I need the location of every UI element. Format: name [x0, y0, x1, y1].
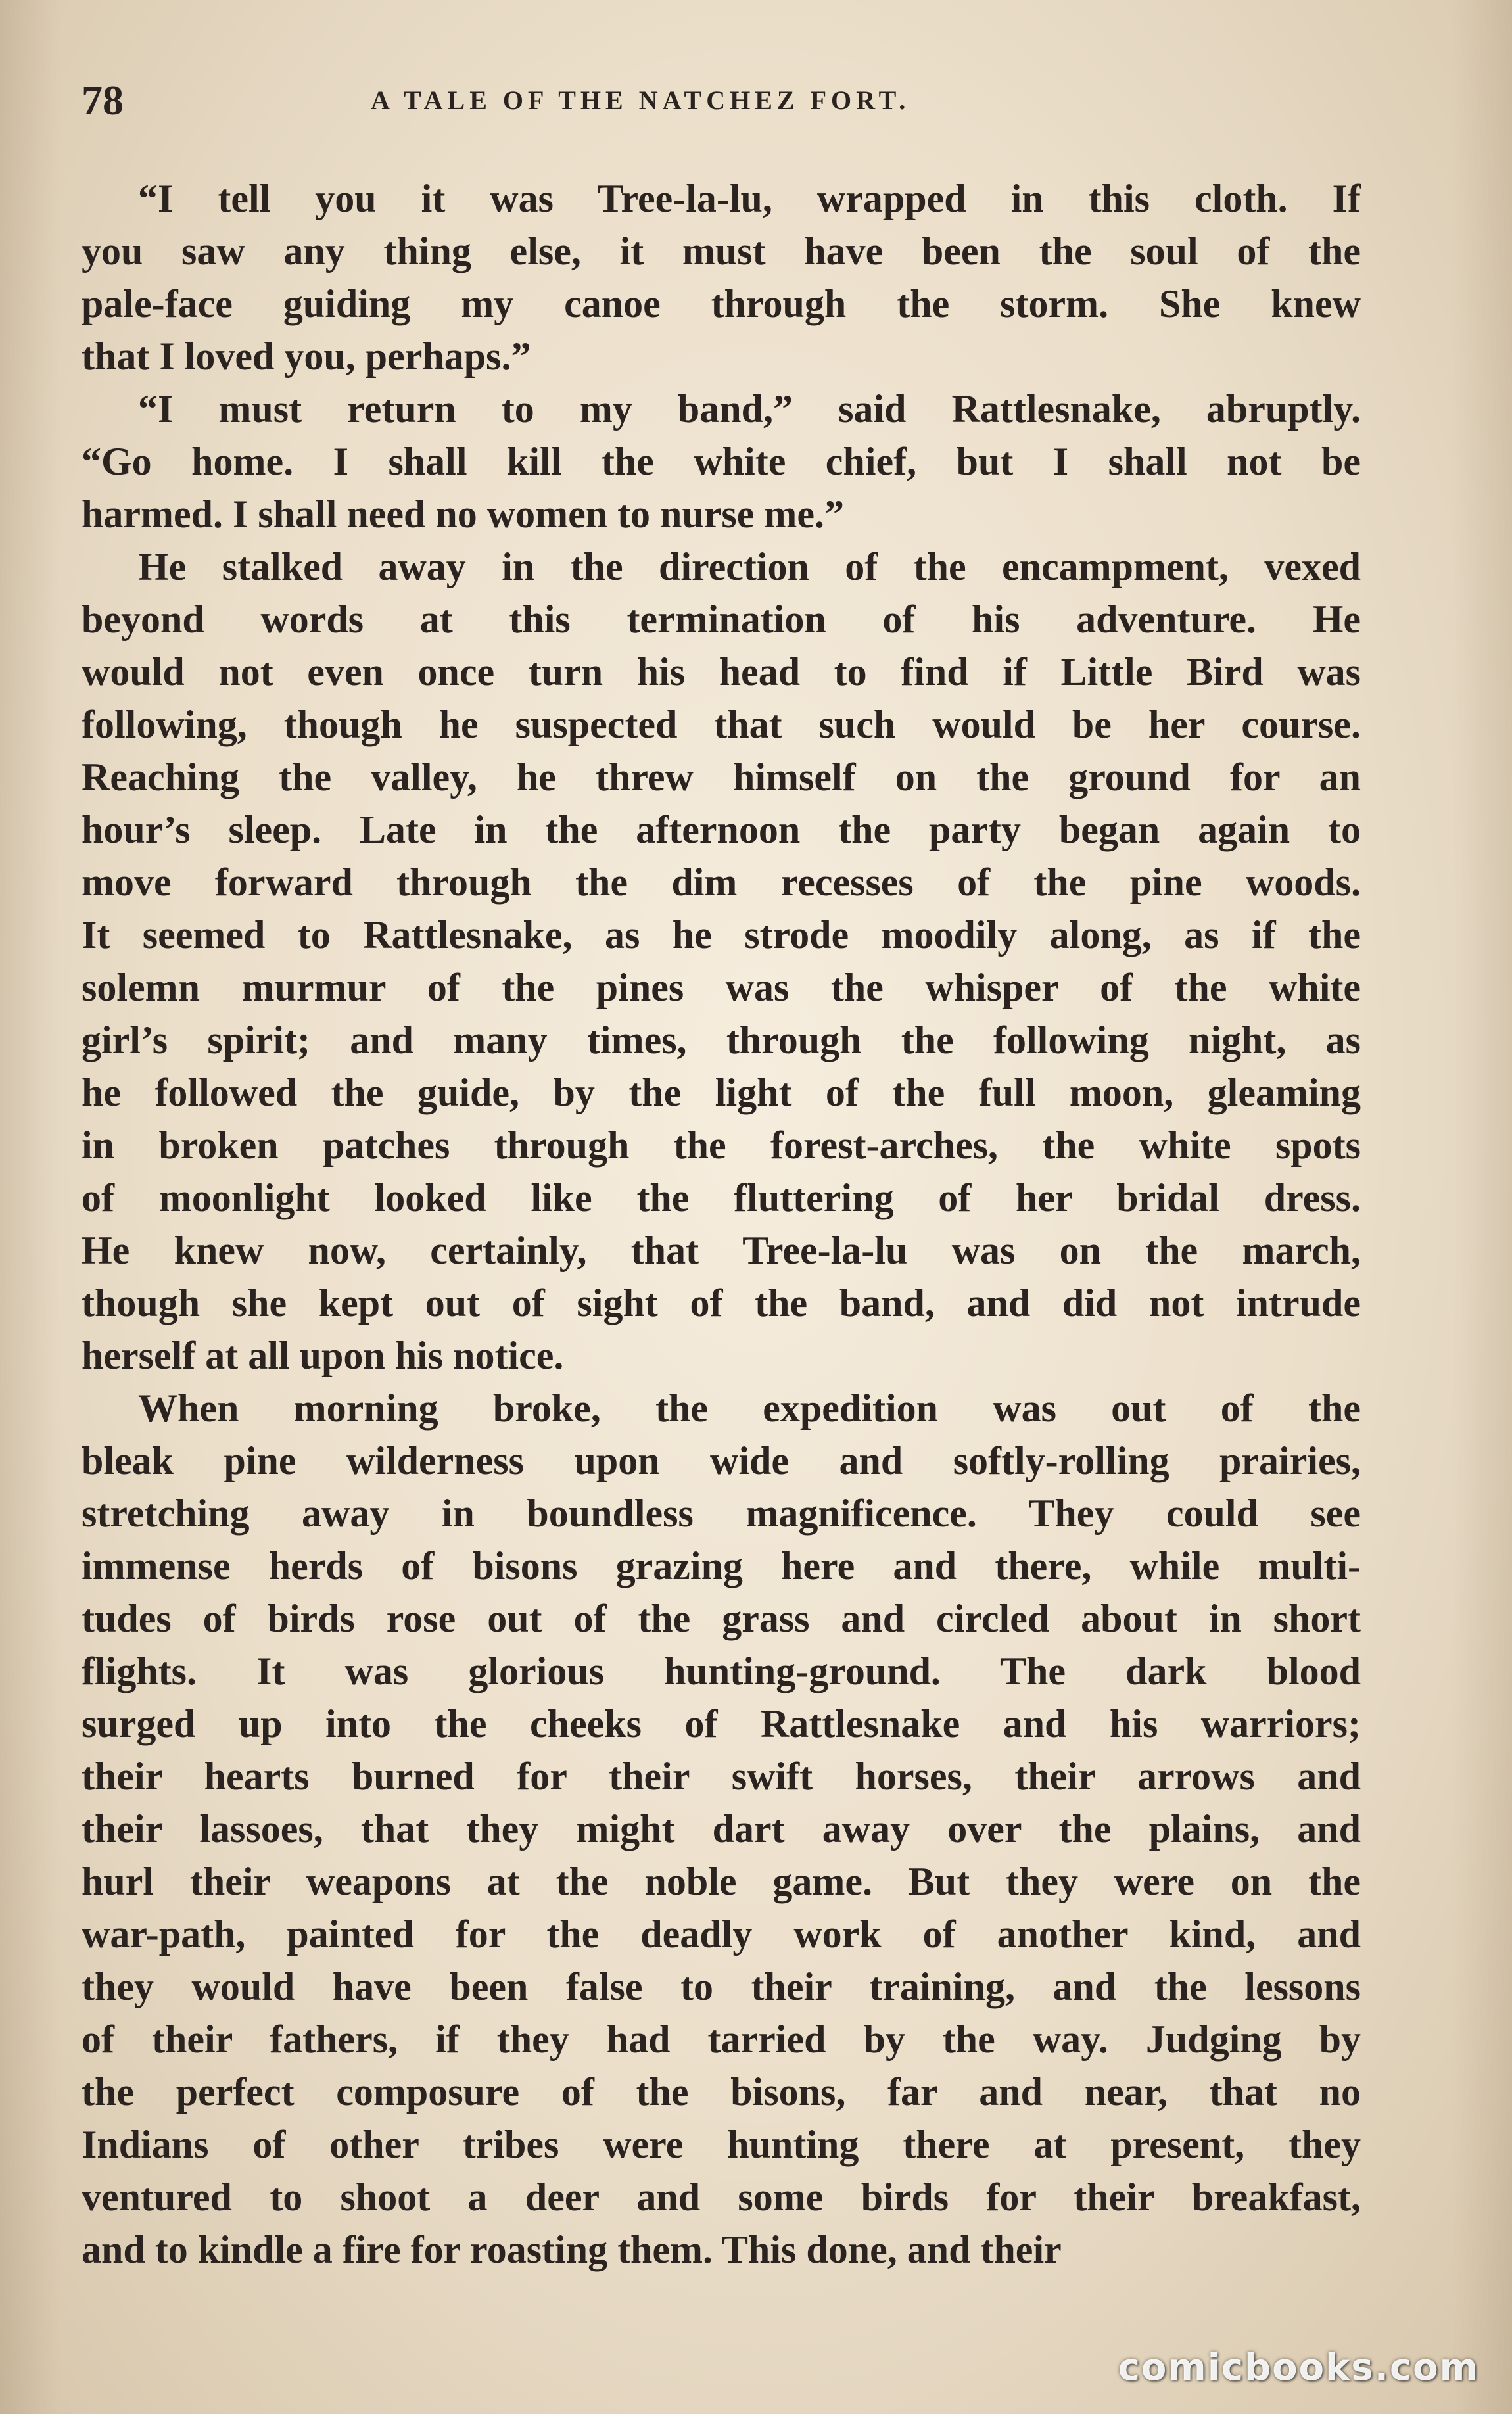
page-number: 78 [82, 77, 124, 124]
text-line: their hearts burned for their swift horses, their arrows and [82, 1755, 1361, 1798]
text-line: hurl their weapons at the noble game. But they were on the [82, 1860, 1361, 1903]
text-line: hour’s sleep. Late in the afternoon the party began again to [82, 808, 1361, 851]
text-line: He knew now, certainly, that Tree-la-lu was on the march, [82, 1229, 1361, 1272]
text-line: their lassoes, that they might dart away over the plains, and [82, 1807, 1361, 1851]
body-text [82, 172, 1361, 2276]
paragraph [82, 172, 1361, 383]
text-line: ventured to shoot a deer and some birds for their breakfast, [82, 2175, 1361, 2219]
text-line: of their fathers, if they had tarried by the way. Judging by [82, 2018, 1361, 2061]
text-line: the perfect composure of the bisons, far and near, that no [82, 2070, 1361, 2114]
text-line: pale-face guiding my canoe through the storm. She knew [82, 282, 1361, 325]
text-line: of moonlight looked like the fluttering of her bridal dress. [82, 1176, 1361, 1219]
text-line: “Go home. I shall kill the white chief, but I shall not be [82, 440, 1361, 483]
text-line: He stalked away in the direction of the encampment, vexed [138, 545, 1361, 588]
text-line: surged up into the cheeks of Rattlesnake and his warriors; [82, 1702, 1361, 1745]
text-line: harmed. I shall need no women to nurse me.” [82, 492, 845, 536]
text-line: herself at all upon his notice. [82, 1334, 564, 1377]
text-line: war-path, painted for the deadly work of another kind, and [82, 1912, 1361, 1956]
text-line: and to kindle a fire for roasting them. This done, and their [82, 2228, 1062, 2271]
text-line: beyond words at this termination of his adventure. He [82, 598, 1361, 641]
text-line: solemn murmur of the pines was the whisper of the white [82, 966, 1361, 1009]
text-line: When morning broke, the expedition was out of the [138, 1386, 1361, 1430]
text-line: bleak pine wilderness upon wide and softly-rolling prairies, [82, 1439, 1361, 1482]
text-line: Reaching the valley, he threw himself on the ground for an [82, 755, 1361, 799]
text-line: though she kept out of sight of the band, and did not intrude [82, 1281, 1361, 1325]
text-line: immense herds of bisons grazing here and there, while multi- [82, 1544, 1361, 1588]
text-line: in broken patches through the forest-arches, the white spots [82, 1124, 1361, 1167]
watermark-logo: comicbooks.com [1118, 2346, 1479, 2389]
running-title: A TALE OF THE NATCHEZ FORT. [371, 85, 910, 115]
paragraph [82, 540, 1361, 1382]
text-line: “I must return to my band,” said Rattlesnake, abruptly. [138, 387, 1361, 431]
text-line: tudes of birds rose out of the grass and circled about in short [82, 1597, 1361, 1640]
text-line: “I tell you it was Tree-la-lu, wrapped in this cloth. If [138, 177, 1361, 220]
text-line: he followed the guide, by the light of the full moon, gleaming [82, 1071, 1361, 1114]
text-line: Indians of other tribes were hunting there at present, they [82, 2123, 1361, 2166]
text-line: they would have been false to their training, and the lessons [82, 1965, 1361, 2008]
text-line: that I loved you, perhaps.” [82, 335, 531, 378]
paragraph [82, 1382, 1361, 2276]
running-head [82, 71, 1363, 130]
text-line: girl’s spirit; and many times, through the following night, as [82, 1018, 1361, 1062]
text-line: stretching away in boundless magnificence. They could see [82, 1492, 1361, 1535]
text-line: following, though he suspected that such would be her course. [82, 703, 1361, 746]
text-line: would not even once turn his head to find if Little Bird was [82, 650, 1361, 694]
text-line: move forward through the dim recesses of the pine woods. [82, 861, 1361, 904]
text-line: flights. It was glorious hunting-ground. The dark blood [82, 1649, 1361, 1693]
paragraph [82, 383, 1361, 540]
text-line: you saw any thing else, it must have been the soul of the [82, 229, 1361, 273]
text-line: It seemed to Rattlesnake, as he strode moodily along, as if the [82, 913, 1361, 957]
